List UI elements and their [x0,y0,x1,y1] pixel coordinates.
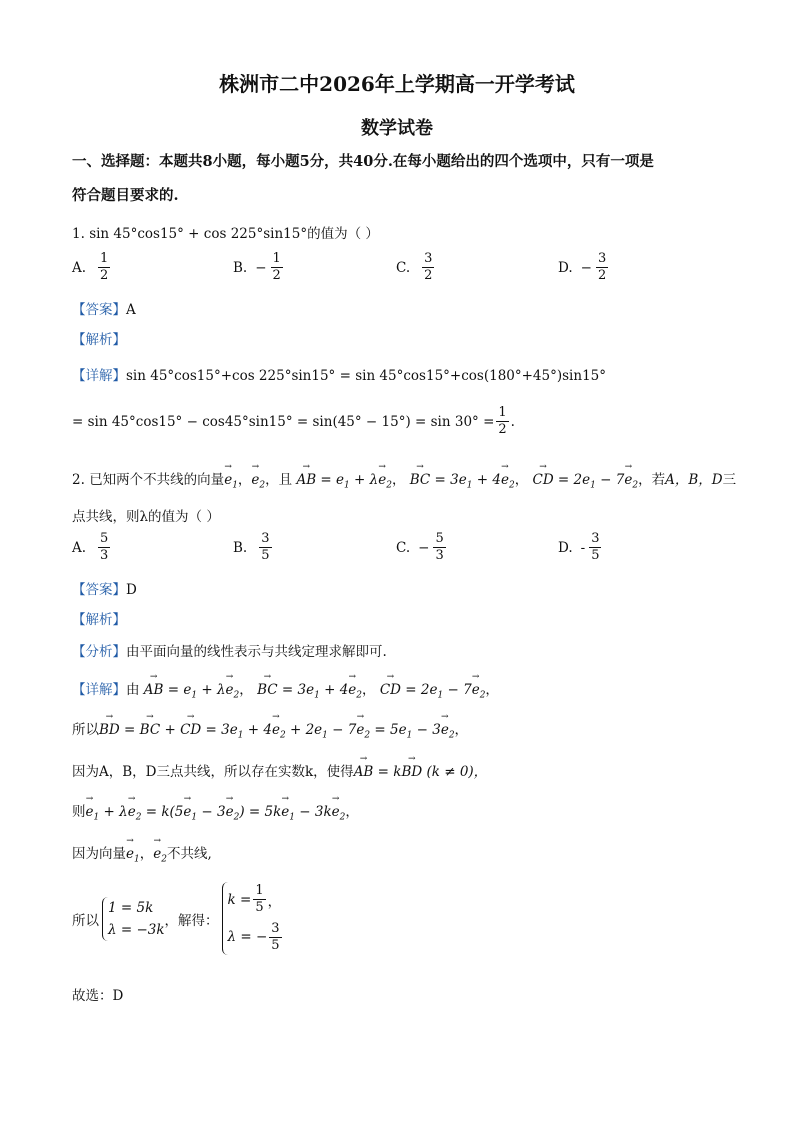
q1-option-d: D. − $\frac{3}{2}$ [558,251,607,284]
q2-analysis-tag: 【解析】 [72,612,126,628]
q2-option-b: B. $\frac{3}{5}$ [233,531,270,564]
q1-detail-line2: = sin 45°cos15° − cos45°sin15° = sin(45° − 15°) = sin 30° = $\frac{1}{2}$ . [72,405,515,438]
q2-detail-line5: 因为向量→ $e_1$，→ $e_2$不共线, [72,842,212,865]
q2-stem-line2: 点共线，则λ的值为（ ） [72,509,220,525]
q2-detail-line3: 因为A，B，D三点共线，所以存在实数k，使得→ AB = k→ BD (k ≠ 0)， [72,760,487,780]
fraction: $\frac{3}{2}$ [424,251,433,284]
answer-value: A [126,302,136,318]
fraction: $\frac{3}{5}$ [261,531,270,564]
exam-title: 株洲市二中2026年上学期高一开学考试 [219,72,575,96]
q2-fenxi: 【分析】由平面向量的线性表示与共线定理求解即可. [72,644,387,660]
q2-conclusion: 故选：D [72,988,124,1004]
q1-stem [72,222,379,242]
q1-analysis-tag: 【解析】 [72,332,126,348]
q1-option-b: B. − $\frac{1}{2}$ [233,251,281,284]
fraction: $\frac{1}{2}$ [100,251,109,284]
q1-expression: sin 45°cos15° + cos 225°sin15° [89,226,308,242]
q2-detail-line4: 则→ $e_1 + \lambda\to e_2 = k(5\to e_1 - 3\to e_2) = 5k\to e_1 - 3k\to e_2$， [72,800,359,823]
q1-number: 1. [72,226,85,242]
q2-option-d: D. - $\frac{3}{5}$ [558,531,600,564]
q2-answer [72,578,137,598]
answer-tag: 【答案】 [72,582,126,598]
fraction: $\frac{1}{2}$ [272,251,281,284]
q1-suffix: 的值为（ ） [307,226,379,242]
q2-stem-line1: 2. 已知两个不共线的向量→ $e_1$，→ $e_2$，且 → AB = $e_1 + \lambda\to e_2$， → BC = $3e_1 + 4\to e_2$， → CD = $2e_1 - 7\to e_2$，若A，B，D三 [72,468,736,491]
answer-value: D [126,582,137,598]
q2-option-c: C. − $\frac{5}{3}$ [396,531,444,564]
fraction: $\frac{3}{5}$ [591,531,600,564]
solution-brace: k = $\frac{1}{5}$ ， λ = − $\frac{3}{5}$ [222,882,284,955]
q2-detail-line2: 所以→ BD = → BC + → CD = $3e_1 + 4\to e_2 + 2e_1 - 7\to e_2 = 5e_1 - 3\to e_2$， [72,718,468,741]
detail-tag: 【详解】 [72,682,126,698]
section-heading-line1: 一、选择题：本题共8小题，每小题5分，共40分.在每小题给出的四个选项中，只有一项是 [72,153,654,170]
q1-detail-line1: 【详解】sin 45°cos15°+cos 225°sin15° = sin 45°cos15°+cos(180°+45°)sin15° [72,368,606,384]
q1-answer [72,298,136,318]
fraction: $\frac{5}{3}$ [100,531,109,564]
q1-option-c: C. $\frac{3}{2}$ [396,251,433,284]
fraction: $\frac{3}{2}$ [597,251,607,284]
exam-subtitle: 数学试卷 [361,118,433,139]
q2-detail-line1: 【详解】由 → AB = $e_1 + \lambda\to e_2$， → BC = $3e_1 + 4\to e_2$， → CD = $2e_1 - 7\to e_2$， [72,678,499,701]
q1-option-a: A. $\frac{1}{2}$ [72,251,109,284]
q2-system: 所以 1 = 5k λ = −3k ，解得： k = $\frac{1}{5}$ ， λ = − $\frac{3}{5}$ [72,882,284,955]
system-brace: 1 = 5k λ = −3k [102,897,165,941]
detail-tag: 【详解】 [72,368,126,384]
fraction: $\frac{1}{2}$ [498,405,507,438]
fraction: $\frac{5}{3}$ [435,531,444,564]
section-heading-line2: 符合题目要求的. [72,187,179,204]
q2-option-a: A. $\frac{5}{3}$ [72,531,109,564]
q2-number: 2. [72,472,85,488]
answer-tag: 【答案】 [72,302,126,318]
